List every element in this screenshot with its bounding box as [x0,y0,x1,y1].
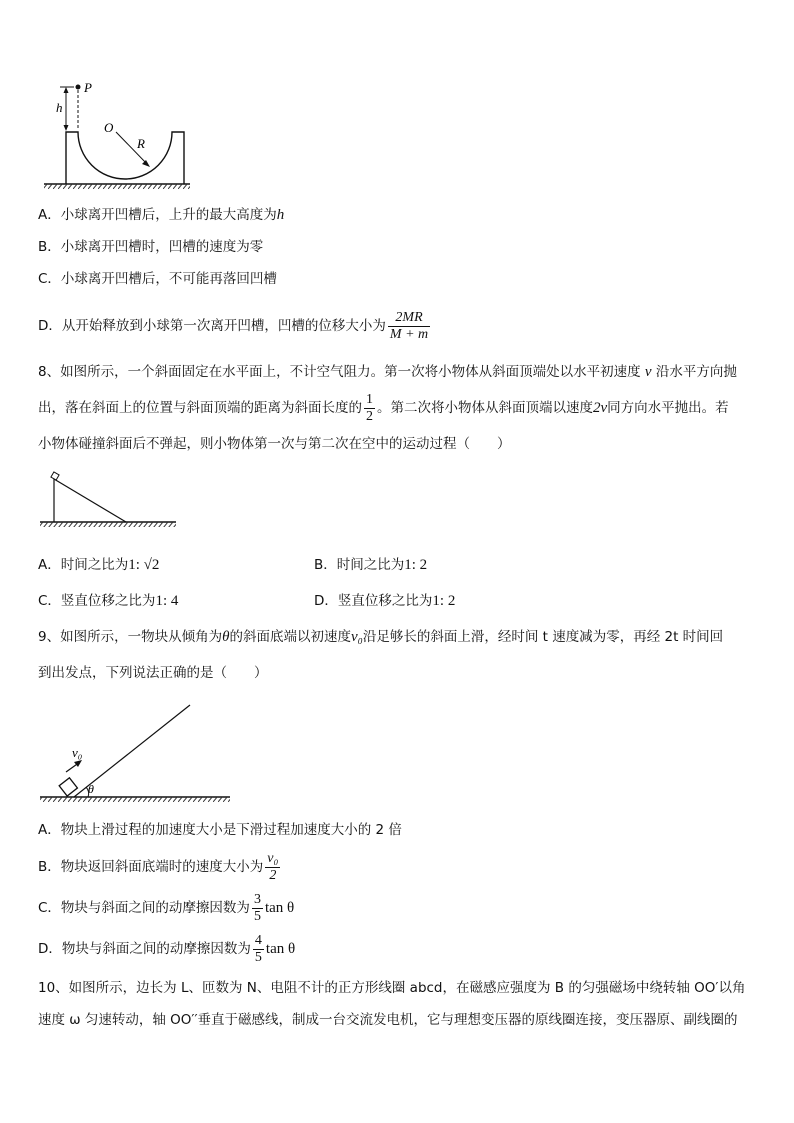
q9-option-c: C．物块与斜面之间的动摩擦因数为 $\frac{3}{5}$ tan θ [38,891,295,924]
q9-option-b: B．物块返回斜面底端时的速度大小为 $\frac{\text{v₀}}{2}$ [38,850,279,883]
block [59,778,77,796]
small-object [51,472,59,480]
q7-option-a: A．小球离开凹槽后，上升的最大高度为h [38,207,285,223]
ball-p [76,85,81,90]
q8-stem-line1: 8、如图所示，一个斜面固定在水平面上，不计空气阻力。第一次将小物体从斜面顶端处以水平初速度 v 沿水平方向抛 [38,364,737,380]
q9-option-d: D．物块与斜面之间的动摩擦因数为 $\frac{4}{5}$ tan θ [38,932,296,965]
incline-slope [54,479,126,522]
q7-option-c: C．小球离开凹槽后，不可能再落回凹槽 [38,271,277,287]
label-h: h [56,100,63,115]
ground-hatch [44,184,190,189]
q8-option-a: A．时间之比为1: √2 [38,557,160,573]
q9-option-a: A．物块上滑过程的加速度大小是下滑过程加速度大小的 2 倍 [38,822,402,838]
q8-option-c: C．竖直位移之比为1: 4 [38,593,179,609]
q10-stem-line2: 速度 ω 匀速转动，轴 OO′′垂直于磁感线，制成一台交流发电机，它与理想变压器的原线圈连接，变压器原、副线圈的 [38,1012,738,1028]
label-r: R [137,136,145,151]
q8-stem-line3: 小物体碰撞斜面后不弹起，则小物体第一次与第二次在空中的运动过程（ ） [38,436,511,452]
q9-stem-line2: 到出发点，下列说法正确的是（ ） [38,665,268,681]
incline-figure-q9 [38,700,238,805]
incline-figure-q8 [38,468,183,533]
label-p: P [84,80,92,95]
q8-option-d: D．竖直位移之比为1: 2 [314,593,456,609]
q9-stem-line1: 9、如图所示，一物块从倾角为θ的斜面底端以初速度v₀沿足够长的斜面上滑，经时间 t 速度减为零，再经 2t 时间回 [38,629,724,645]
bowl-figure [38,75,198,195]
q7-option-b: B．小球离开凹槽时，凹槽的速度为零 [38,239,264,255]
q7-option-d: D．从开始释放到小球第一次离开凹槽，凹槽的位移大小为 $\frac{2MR}{M + m}$ [38,309,429,342]
groove-block [66,132,184,184]
label-theta: θ [88,782,94,796]
q10-stem-line1: 10、如图所示，边长为 L、匝数为 N、电阻不计的正方形线圈 abcd，在磁感应强度为 B 的匀强磁场中绕转轴 OO′以角 [38,980,746,996]
q8-stem-line2: 出，落在斜面上的位置与斜面顶端的距离为斜面长度的 $\frac{1}{2}$ 。第二次将小物体从斜面顶端以速度2v同方向水平抛出。若 [38,391,729,424]
q8-option-b: B．时间之比为1: 2 [314,557,428,573]
label-o: O [104,120,114,135]
label-v0: v₀ [72,745,83,760]
